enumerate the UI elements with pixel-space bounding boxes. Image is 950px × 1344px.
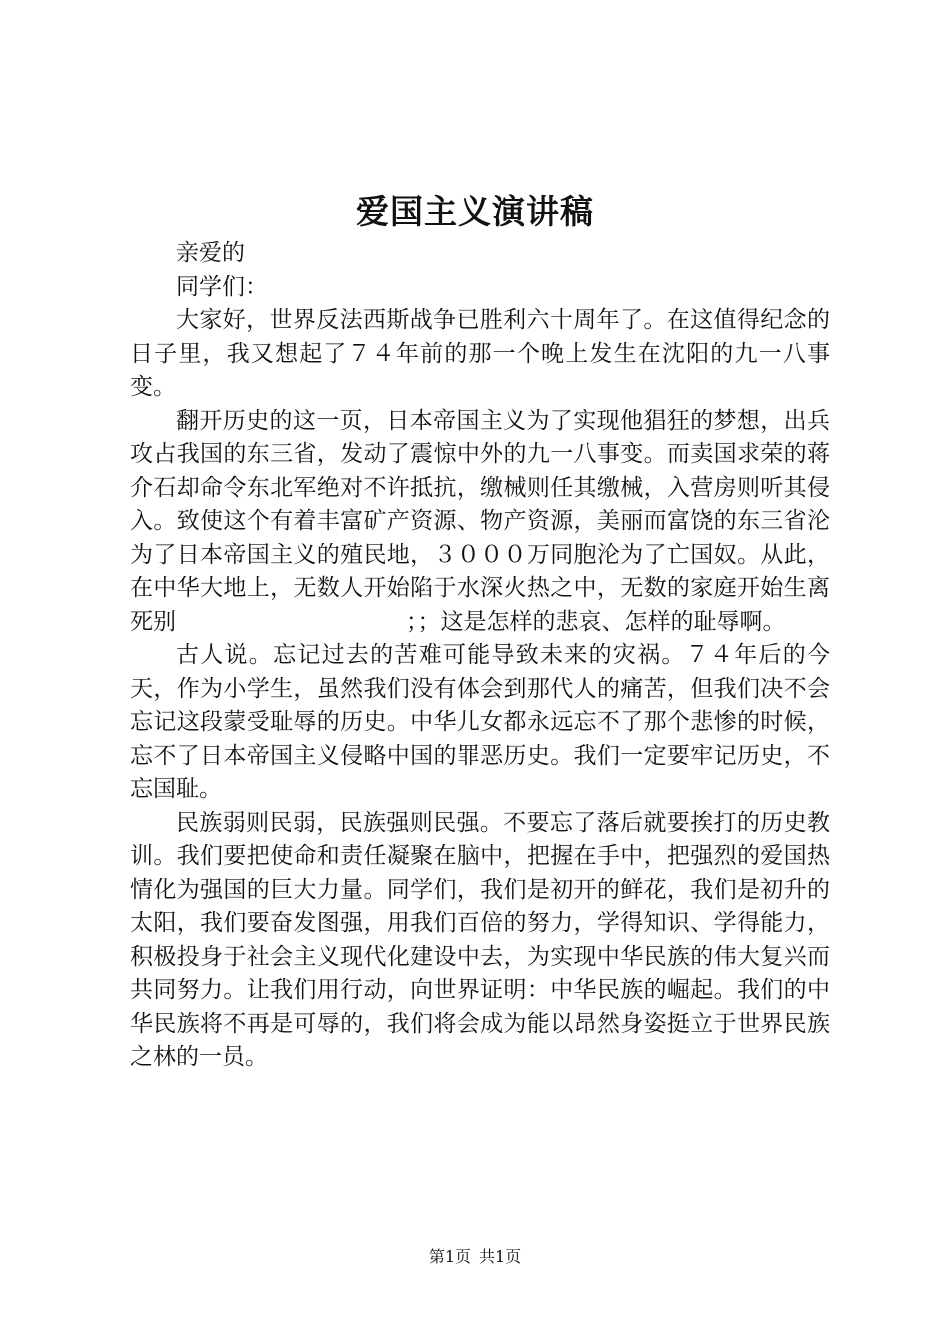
document-title: 爱国主义演讲稿 (356, 192, 594, 231)
salutation-line-1: 亲爱的 (176, 240, 245, 266)
document-body (130, 237, 830, 1075)
paragraph-4: 民族弱则民弱，民族强则民强。不要忘了落后就要挨打的历史教训。我们要把使命和责任凝聚在脑中，把握在手中，把强烈的爱国热情化为强国的巨大力量。同学们，我们是初开的鲜花，我们是初升的太阳，我们要奋发图强，用我们百倍的努力，学得知识、学得能力，积极投身于社会主义现代化建设中去，为实现中华民族的伟大复兴而共同努力。让我们用行动，向世界证明：中华民族的崛起。我们的中华民族将不再是可辱的，我们将会成为能以昂然身姿挺立于世界民族之林的一员。 (130, 809, 830, 1070)
paragraph-2-tail: ；这是怎样的悲哀、怎样的耻辱啊。 (417, 608, 786, 635)
paragraph-2-text: 翻开历史的这一页，日本帝国主义为了实现他猖狂的梦想，出兵攻占我国的东三省，发动了震惊中外的九一八事变。而卖国求荣的蒋介石却命令东北军绝对不许抵抗，缴械则任其缴械，入营房则听其侵入。致使这个有着丰富矿产资源、物产资源，美丽而富饶的东三省沦为了日本帝国主义的殖民地，３０００万同胞沦为了亡国奴。从此，在中华大地上，无数人开始陷于水深火热之中，无数的家庭开始生离死别 (130, 407, 830, 635)
page-footer (0, 1244, 950, 1267)
paragraph-1: 大家好，世界反法西斯战争已胜利六十周年了。在这值得纪念的日子里，我又想起了７４年前的那一个晚上发生在沈阳的九一八事变。 (130, 307, 830, 400)
page-count: 共1页 (479, 1247, 522, 1266)
paragraph-3: 古人说。忘记过去的苦难可能导致未来的灾祸。７４年后的今天，作为小学生，虽然我们没有体会到那代人的痛苦，但我们决不会忘记这段蒙受耻辱的历史。中华儿女都永远忘不了那个悲惨的时候，忘不了日本帝国主义侵略中国的罪恶历史。我们一定要牢记历史，不忘国耻。 (130, 642, 830, 802)
paragraph-2: 翻开历史的这一页，日本帝国主义为了实现他猖狂的梦想，出兵攻占我国的东三省，发动了震惊中外的九一八事变。而卖国求荣的蒋介石却命令东北军绝对不许抵抗，缴械则任其缴械，入营房则听其侵入。致使这个有着丰富矿产资源、物产资源，美丽而富饶的东三省沦为了日本帝国主义的殖民地，３０００万同胞沦为了亡国奴。从此，在中华大地上，无数人开始陷于水深火热之中，无数的家庭开始生离死别 ；；这是怎样的悲哀、怎样的耻辱啊。 (130, 407, 830, 635)
page-number: 第1页 (428, 1247, 471, 1266)
salutation-line-2: 同学们： (176, 273, 268, 300)
